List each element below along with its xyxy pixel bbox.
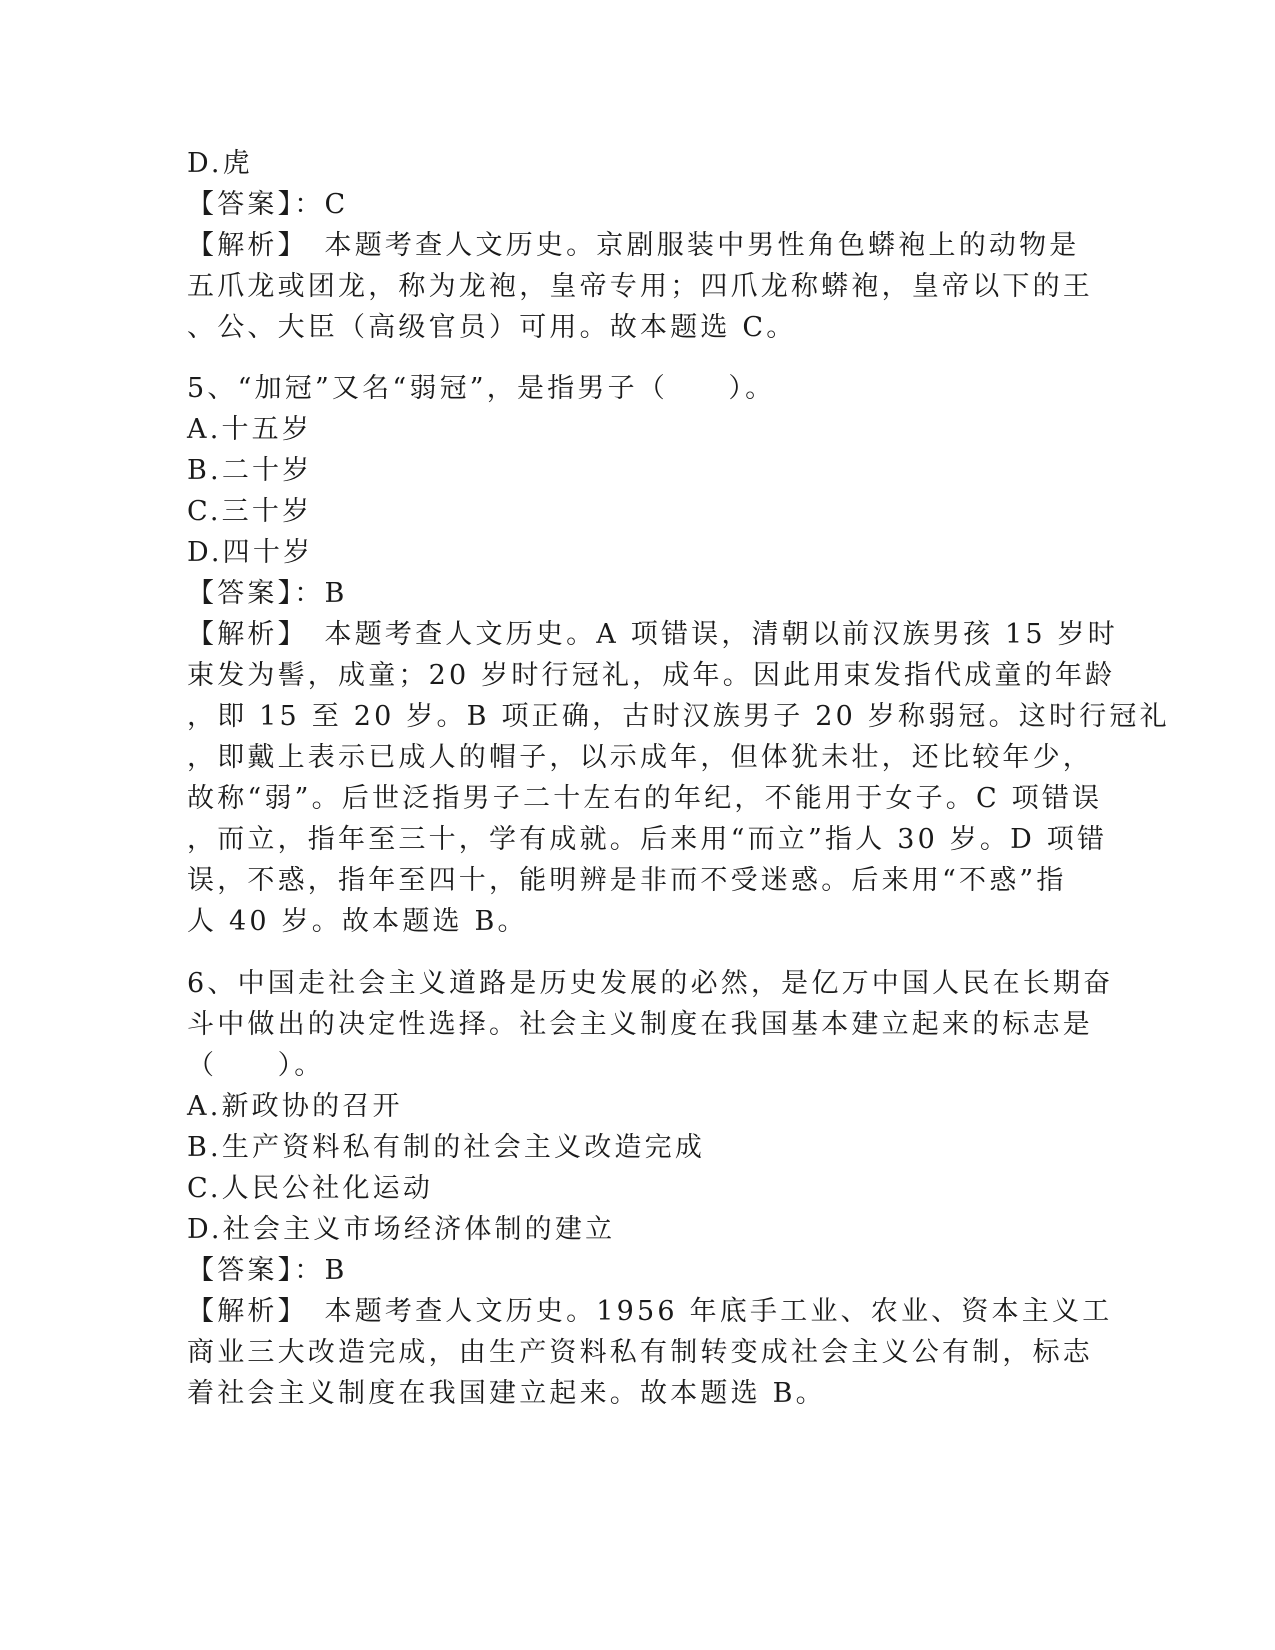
q4-analysis-line-3: 、公、大臣（高级官员）可用。故本题选 C。 — [187, 312, 797, 343]
q6-option-c: C.人民公社化运动 — [187, 1173, 434, 1204]
q5-analysis-line-6: ，而立，指年至三十，学有成就。后来用“而立”指人 30 岁。D 项错 — [187, 824, 1108, 855]
q6-answer: 【答案】：B — [187, 1255, 348, 1286]
q6-analysis-line-2: 商业三大改造完成，由生产资料私有制转变成社会主义公有制，标志 — [187, 1337, 1093, 1368]
q5-analysis-line-4: ，即戴上表示已成人的帽子，以示成年，但体犹未壮，还比较年少， — [187, 742, 1093, 773]
q6-question-line-1: 6、中国走社会主义道路是历史发展的必然，是亿万中国人民在长期奋 — [187, 968, 1114, 999]
q5-option-c: C.三十岁 — [187, 496, 313, 527]
q6-option-d: D.社会主义市场经济体制的建立 — [187, 1214, 616, 1245]
q6-option-b: B.生产资料私有制的社会主义改造完成 — [187, 1132, 706, 1163]
q5-analysis-line-8: 人 40 岁。故本题选 B。 — [187, 906, 528, 937]
q5-analysis-line-7: 误，不惑，指年至四十，能明辨是非而不受迷惑。后来用“不惑”指 — [187, 865, 1067, 896]
q4-analysis-line-2: 五爪龙或团龙，称为龙袍，皇帝专用；四爪龙称蟒袍，皇帝以下的王 — [187, 271, 1093, 302]
q5-analysis-line-2: 束发为髻，成童；20 岁时行冠礼，成年。因此用束发指代成童的年龄 — [187, 660, 1116, 691]
q5-answer: 【答案】：B — [187, 578, 348, 609]
q6-analysis-line-3: 着社会主义制度在我国建立起来。故本题选 B。 — [187, 1378, 826, 1409]
q4-analysis-line-1: 【解析】 本题考查人文历史。京剧服装中男性角色蟒袍上的动物是 — [187, 230, 1080, 261]
q5-analysis-line-3: ，即 15 至 20 岁。B 项正确，古时汉族男子 20 岁称弱冠。这时行冠礼 — [187, 701, 1170, 732]
q4-option-d: D.虎 — [187, 148, 253, 179]
q6-option-a: A.新政协的召开 — [187, 1091, 403, 1122]
q6-analysis-line-1: 【解析】 本题考查人文历史。1956 年底手工业、农业、资本主义工 — [187, 1296, 1113, 1327]
q5-question: 5、“加冠”又名“弱冠”，是指男子（ ）。 — [187, 373, 776, 404]
q5-option-a: A.十五岁 — [187, 414, 313, 445]
q5-analysis-line-1: 【解析】 本题考查人文历史。A 项错误，清朝以前汉族男孩 15 岁时 — [187, 619, 1118, 650]
q5-option-b: B.二十岁 — [187, 455, 313, 486]
q6-question-line-2: 斗中做出的决定性选择。社会主义制度在我国基本建立起来的标志是 — [187, 1009, 1093, 1040]
q5-analysis-line-5: 故称“弱”。后世泛指男子二十左右的年纪，不能用于女子。C 项错误 — [187, 783, 1103, 814]
q4-answer: 【答案】：C — [187, 189, 349, 220]
q6-question-line-3: （ ）。 — [187, 1050, 325, 1081]
q5-option-d: D.四十岁 — [187, 537, 314, 568]
